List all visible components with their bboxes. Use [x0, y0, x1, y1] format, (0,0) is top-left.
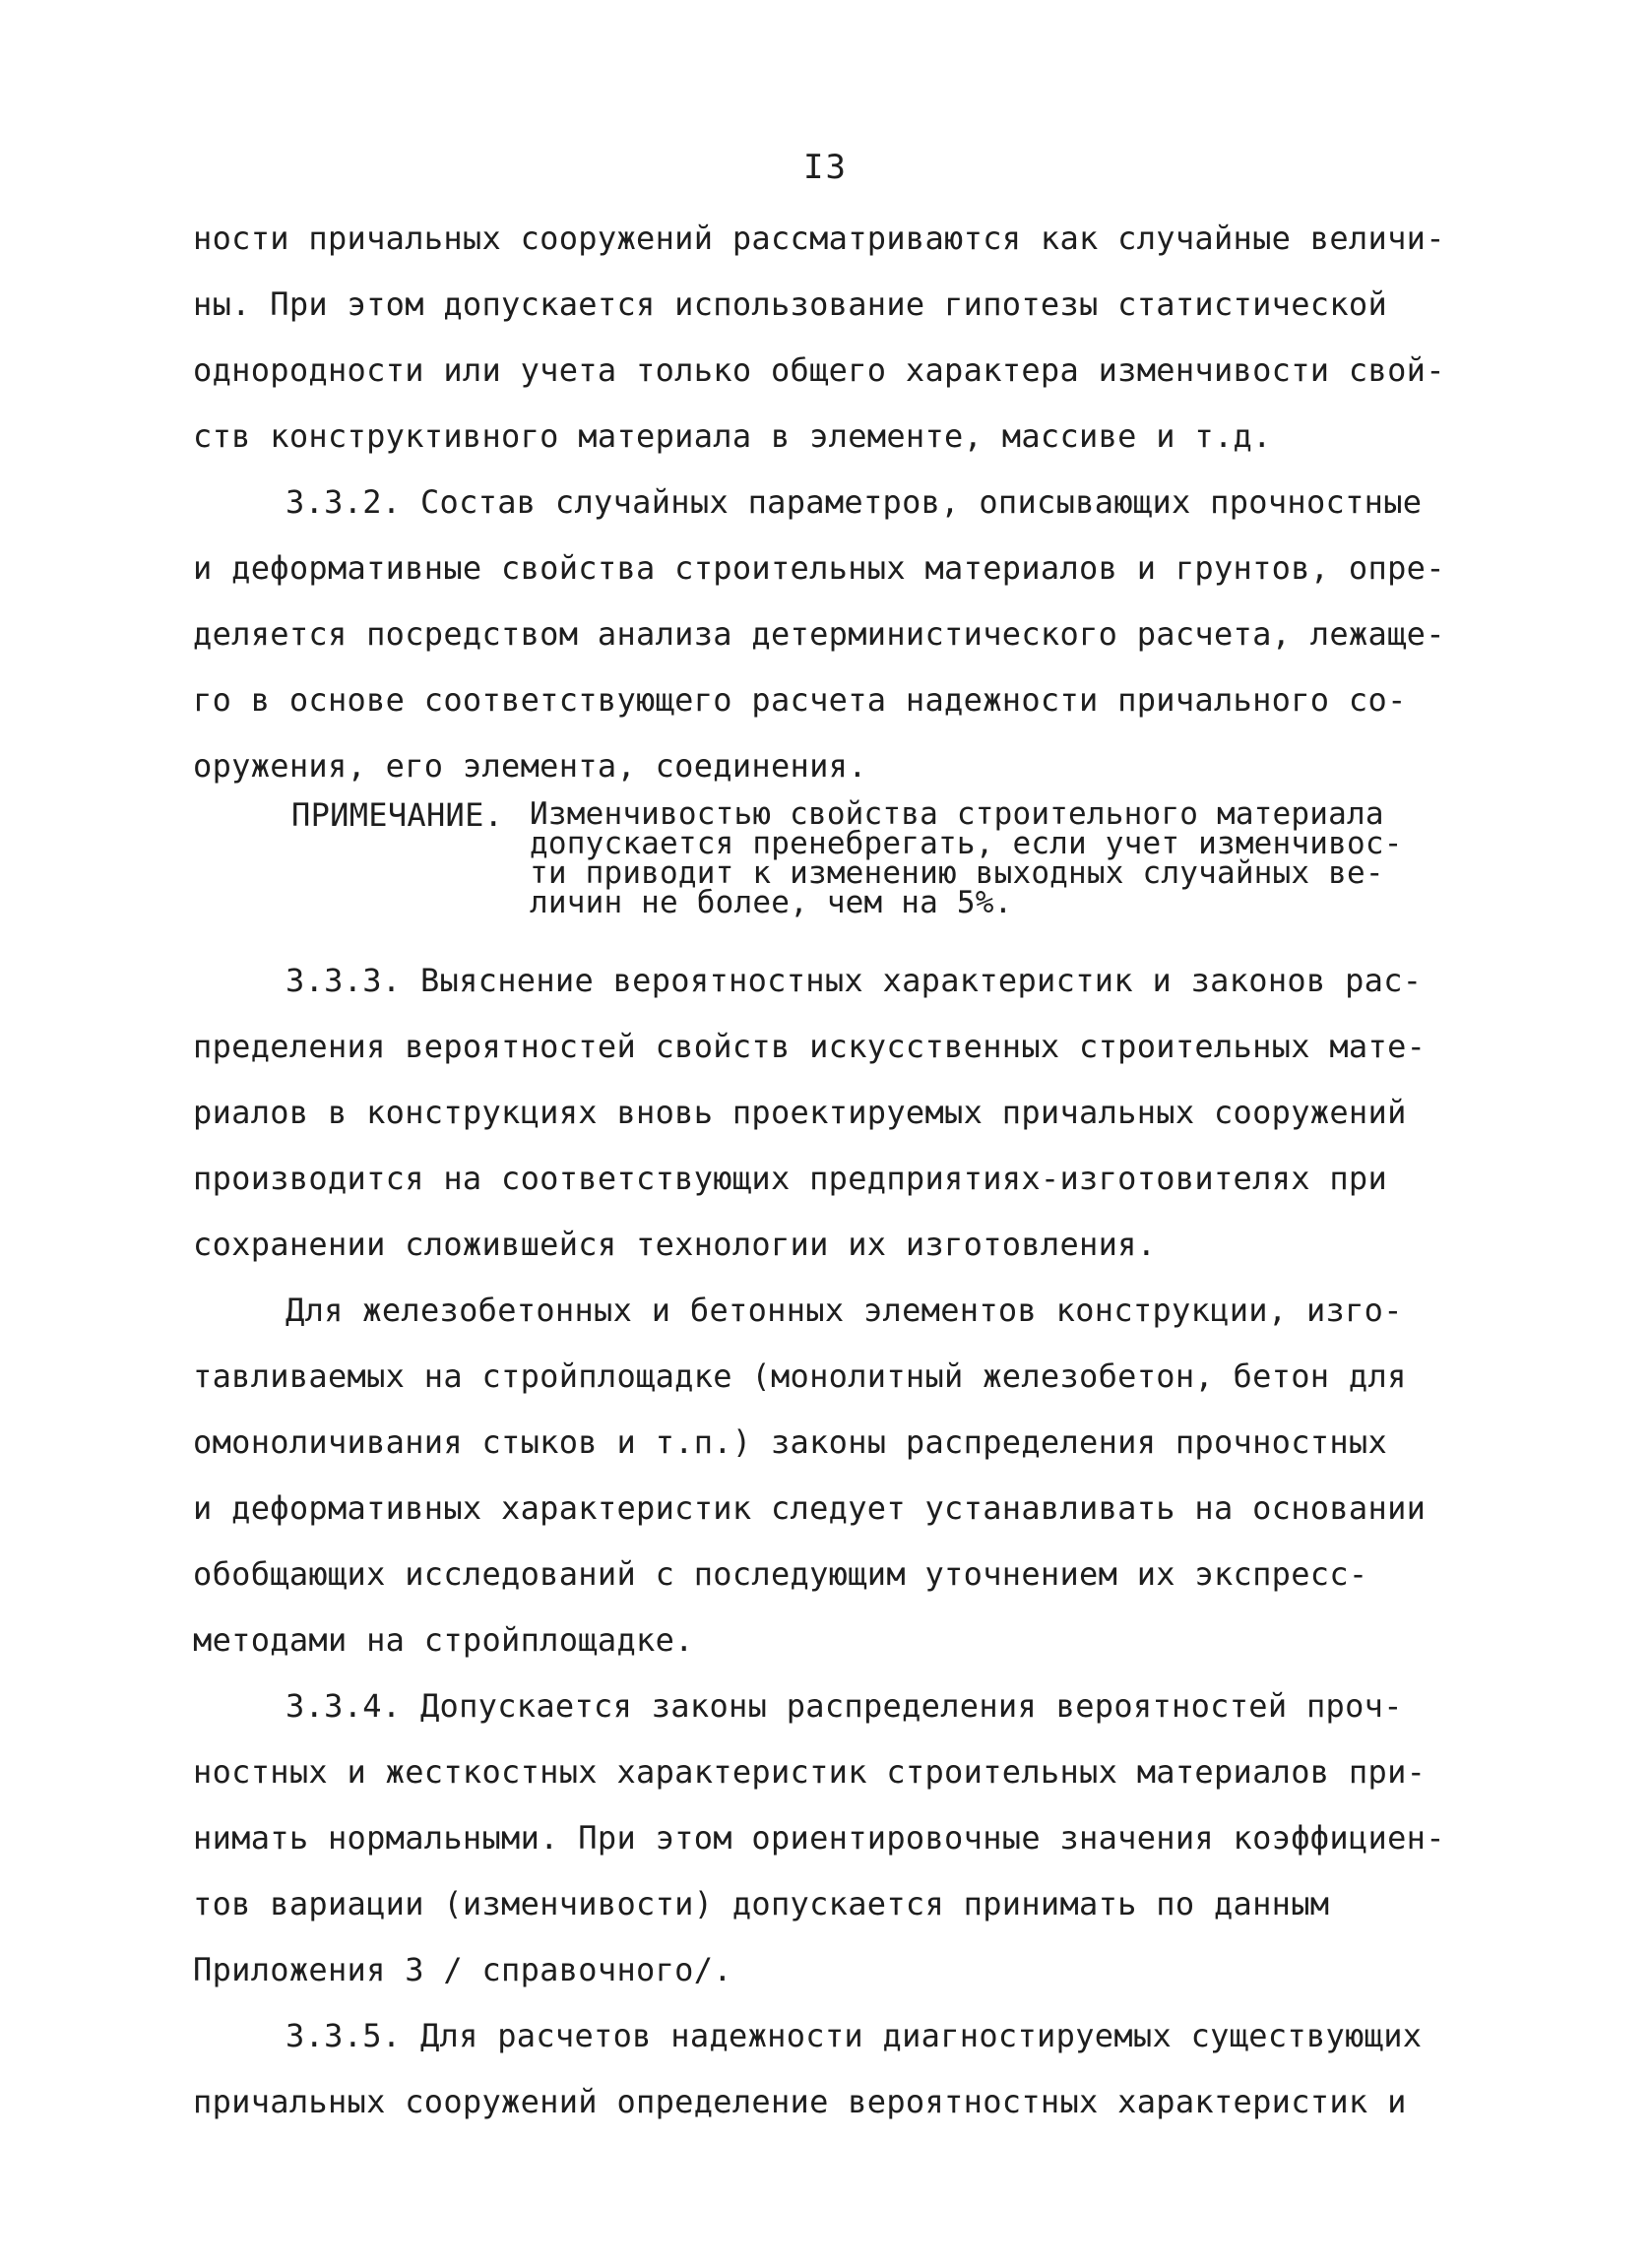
text-line: Приложения 3 / справочного/.	[193, 1951, 732, 1988]
paragraph-first-line: 3.3.3. Выяснение вероятностных характеристик и законов рас-	[286, 962, 1423, 999]
text-line: ны. При этом допускается использование гипотезы статистической	[193, 285, 1388, 323]
text-line: причальных сооружений определение вероятностных характеристик и	[193, 2083, 1407, 2120]
text-line: однородности или учета только общего характера изменчивости свой-	[193, 351, 1445, 389]
text-line: обобщающих исследований с последующим уточнением их экспресс-	[193, 1555, 1368, 1593]
text-line: и деформативных характеристик следует устанавливать на основании	[193, 1489, 1427, 1527]
text-line: методами на стройплощадке.	[193, 1621, 694, 1659]
text-line: сохранении сложившейся технологии их изготовления.	[193, 1226, 1157, 1263]
text-line: риалов в конструкциях вновь проектируемых причальных сооружений	[193, 1094, 1407, 1131]
text-line: го в основе соответствующего расчета надежности причального со-	[193, 681, 1407, 719]
text-line: тавливаемых на стройплощадке (монолитный железобетон, бетон для	[193, 1357, 1407, 1395]
text-line: деляется посредством анализа детерминистического расчета, лежаще-	[193, 615, 1445, 653]
note-line: ти приводит к изменению выходных случайных ве-	[530, 855, 1384, 891]
text-line: ности причальных сооружений рассматриваются как случайные величи-	[193, 220, 1445, 257]
page-number: I3	[803, 148, 848, 187]
note-line: Изменчивостью свойства строительного материала	[530, 796, 1384, 832]
paragraph-first-line: 3.3.5. Для расчетов надежности диагностируемых существующих	[286, 2017, 1423, 2054]
text-line: ств конструктивного материала в элементе, массиве и т.д.	[193, 417, 1272, 455]
text-line: оружения, его элемента, соединения.	[193, 747, 867, 785]
note-line: личин не более, чем на 5%.	[530, 885, 1013, 920]
text-line: нимать нормальными. При этом ориентировочные значения коэффициен-	[193, 1819, 1445, 1857]
text-line: пределения вероятностей свойств искусственных строительных мате-	[193, 1028, 1427, 1065]
text-line: тов вариации (изменчивости) допускается принимать по данным	[193, 1885, 1330, 1922]
paragraph-first-line: Для железобетонных и бетонных элементов конструкции, изго-	[286, 1292, 1403, 1329]
text-line: производится на соответствующих предприятиях-изготовителях при	[193, 1160, 1388, 1197]
text-line: и деформативные свойства строительных материалов и грунтов, опре-	[193, 549, 1445, 587]
paragraph-first-line: 3.3.4. Допускается законы распределения вероятностей проч-	[286, 1687, 1403, 1725]
paragraph-first-line: 3.3.2. Состав случайных параметров, описывающих прочностные	[286, 483, 1423, 521]
note-label: ПРИМЕЧАНИЕ.	[291, 796, 504, 834]
text-line: омоноличивания стыков и т.п.) законы распределения прочностных	[193, 1423, 1388, 1461]
text-line: ностных и жесткостных характеристик строительных материалов при-	[193, 1753, 1427, 1791]
note-line: допускается пренебрегать, если учет изменчивос-	[530, 826, 1403, 861]
